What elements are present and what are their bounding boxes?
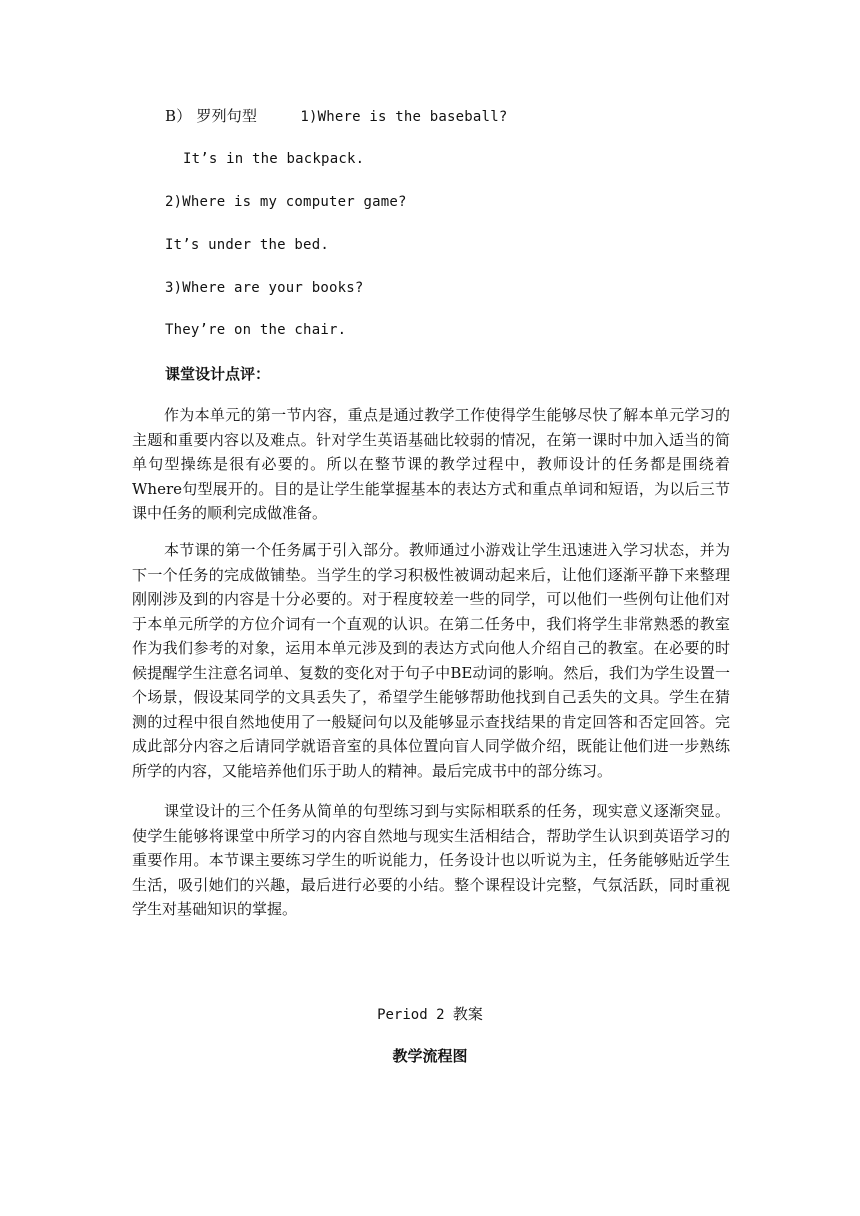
review-paragraph-3: 课堂设计的三个任务从简单的句型练习到与实际相联系的任务，现实意义逐渐突显。使学生能够将课堂中所学习的内容自然地与现实生活相结合，帮助学生认识到英语学习的重要作用。本节课主要练习学生的听说能力，任务设计也以听说为主，任务能够贴近学生生活，吸引她们的兴趣，最后进行必要的小结。整个课程设计完整，气氛活跃，同时重视学生对基础知识的掌握。 xyxy=(132,802,730,918)
pattern-heading-line xyxy=(165,107,507,126)
question-2: 2)Where is my computer game? xyxy=(165,194,407,210)
review-paragraph-2: 本节课的第一个任务属于引入部分。教师通过小游戏让学生迅速进入学习状态，并为下一个任务的完成做铺垫。当学生的学习积极性被调动起来后，让他们逐渐平静下来整理刚刚涉及到的内容是十分必要的。对于程度较差一些的同学，可以他们一些例句让他们对于本单元所学的方位介词有一个直观的认识。在第二任务中，我们将学生非常熟悉的教室作为我们参考的对象，运用本单元涉及到的表达方式向他人介绍自己的教室。在必要的时候提醒学生注意名词单、复数的变化对于句子中BE动词的影响。然后，我们为学生设置一个场景，假设某同学的文具丢失了，希望学生能够帮助他找到自己丢失的文具。学生在猜测的过程中很自然地使用了一般疑问句以及能够显示查找结果的肯定回答和否定回答。完成此部分内容之后请同学就语音室的具体位置向盲人同学做介绍，既能让他们进一步熟练所学的内容，又能培养他们乐于助人的精神。最后完成书中的部分练习。 xyxy=(132,541,730,780)
period-title xyxy=(0,1004,860,1025)
period-title-cn: 教案 xyxy=(452,1005,483,1023)
answer-1: It’s in the backpack. xyxy=(183,151,365,167)
flow-chart-title: 教学流程图 xyxy=(392,1047,468,1065)
question-1: 1)Where is the baseball? xyxy=(300,109,508,125)
review-paragraph-1: 作为本单元的第一节内容，重点是通过教学工作使得学生能够尽快了解本单元学习的主题和重要内容以及难点。针对学生英语基础比较弱的情况，在第一课时中加入适当的简单句型操练是很有必要的。所以在整节课的教学过程中，教师设计的任务都是围绕着Where句型展开的。目的是让学生能掌握基本的表达方式和重点单词和短语，为以后三节课中任务的顺利完成做准备。 xyxy=(132,406,730,522)
pattern-heading-label: B） 罗列句型 xyxy=(165,107,258,125)
answer-3: They’re on the chair. xyxy=(165,322,347,338)
answer-2: It’s under the bed. xyxy=(165,237,329,253)
review-heading: 课堂设计点评： xyxy=(165,365,271,383)
question-3: 3)Where are your books? xyxy=(165,280,364,296)
period-title-en: Period 2 xyxy=(377,1007,453,1023)
